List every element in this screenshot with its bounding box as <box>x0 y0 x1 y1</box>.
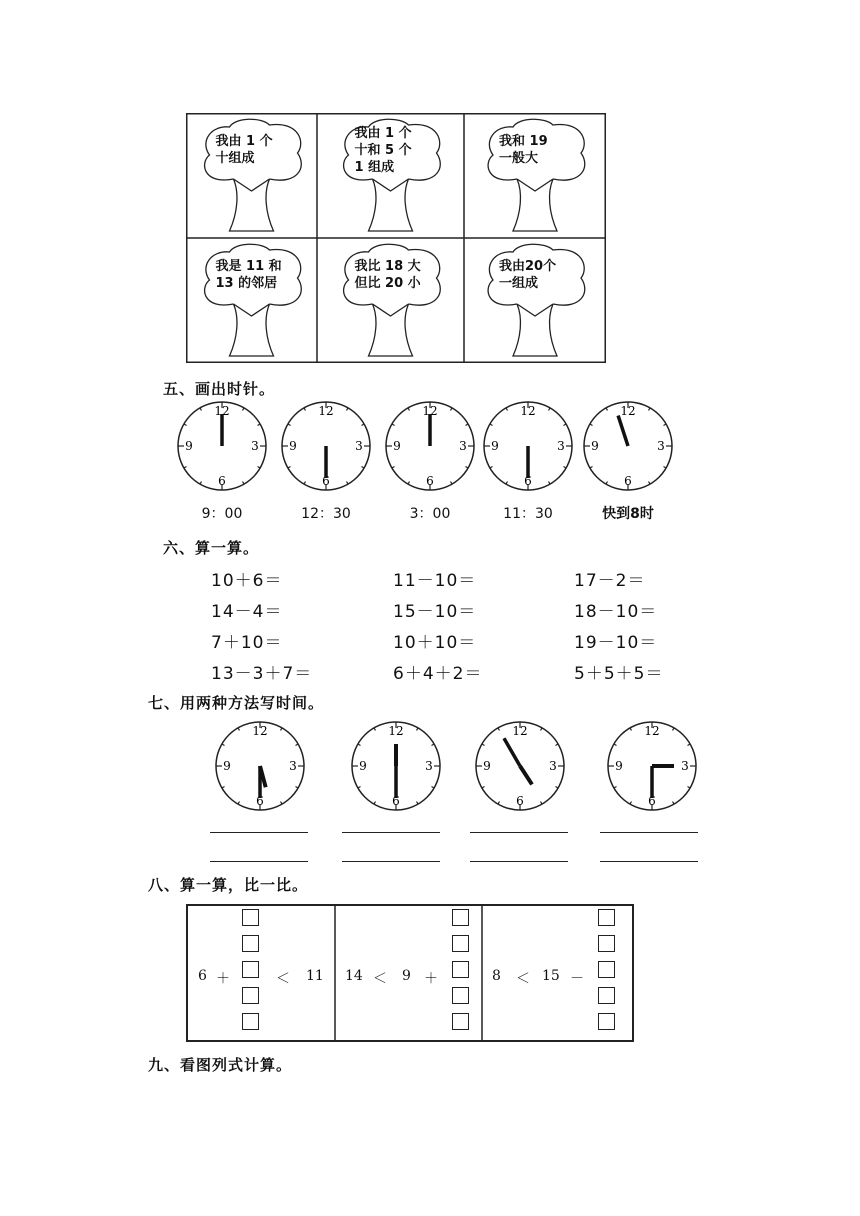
answer-line[interactable] <box>600 832 698 833</box>
compare-token: － <box>570 971 584 987</box>
tree-label-line: 一般大 <box>499 151 539 166</box>
answer-line[interactable] <box>210 832 308 833</box>
clock-number: 3 <box>355 439 363 453</box>
clock-number: 12 <box>214 404 230 418</box>
tree-label-line: 一组成 <box>499 276 539 291</box>
clock-face <box>216 722 304 810</box>
clock-number: 12 <box>512 724 528 738</box>
clock-caption: 3：00 <box>409 506 451 522</box>
clock-number: 9 <box>615 759 623 773</box>
tree-label-line: 我和 19 <box>499 134 548 149</box>
tree-icon <box>186 238 317 363</box>
clock-caption: 9：00 <box>201 506 243 522</box>
clock-number: 9 <box>289 439 297 453</box>
compare-token: ＜ <box>516 971 530 987</box>
tree-label-line: 我由20个 <box>499 259 557 274</box>
tree-label-line: 十组成 <box>215 151 255 166</box>
answer-line[interactable] <box>470 861 568 862</box>
clock-number: 12 <box>388 724 404 738</box>
clock-number: 3 <box>549 759 557 773</box>
compare-token: ＋ <box>216 971 230 987</box>
clock-number: 6 <box>322 474 330 488</box>
tree-label-line: 13 的邻居 <box>215 276 278 291</box>
tree-label <box>216 258 296 292</box>
section7-heading: 七、用两种方法写时间。 <box>148 694 325 712</box>
clock-number: 12 <box>620 404 636 418</box>
compare-table <box>186 904 634 1042</box>
compare-token: 9 <box>402 968 411 984</box>
calc-problem: 18－10＝ <box>574 602 658 622</box>
clock-number: 9 <box>393 439 401 453</box>
calc-problem: 15－10＝ <box>393 602 477 622</box>
answer-line[interactable] <box>470 832 568 833</box>
clock-number: 6 <box>524 474 532 488</box>
tree-label-line: 十和 5 个 <box>354 143 412 158</box>
calc-problem: 11－10＝ <box>393 571 477 591</box>
clock-number: 6 <box>218 474 226 488</box>
clock-face[interactable] <box>584 402 672 490</box>
answer-box[interactable] <box>242 961 259 978</box>
calc-problem: 10＋10＝ <box>393 633 477 653</box>
compare-token: ＋ <box>424 971 438 987</box>
clock-caption: 11：30 <box>503 506 553 522</box>
answer-box[interactable] <box>242 909 259 926</box>
compare-token: 15 <box>542 968 560 984</box>
compare-token: 14 <box>345 968 363 984</box>
tree-label-line: 1 组成 <box>354 160 395 175</box>
tree-label-line: 我比 18 大 <box>354 259 421 274</box>
tree-label-line: 我是 11 和 <box>215 259 282 274</box>
answer-line[interactable] <box>210 861 308 862</box>
tree-icon <box>464 113 606 238</box>
tree-icon <box>186 113 317 238</box>
calc-problem: 13－3＋7＝ <box>211 664 313 684</box>
answer-box[interactable] <box>452 935 469 952</box>
tree-cell <box>464 238 606 363</box>
tree-cell <box>186 238 317 363</box>
clock-caption: 快到8时 <box>602 506 654 522</box>
answer-box[interactable] <box>598 935 615 952</box>
clock-number: 6 <box>392 794 400 808</box>
section7-clocks <box>160 718 860 818</box>
clock-number: 12 <box>318 404 334 418</box>
tree-label-line: 但比 20 小 <box>354 276 421 291</box>
answer-box[interactable] <box>242 935 259 952</box>
clock-number: 3 <box>289 759 297 773</box>
section5-heading: 五、画出时针。 <box>163 380 276 398</box>
tree-label <box>355 258 435 292</box>
calc-problem: 5＋5＋5＝ <box>574 664 664 684</box>
answer-box[interactable] <box>242 987 259 1004</box>
clock-number: 9 <box>483 759 491 773</box>
tree-cell <box>186 113 317 238</box>
answer-line[interactable] <box>600 861 698 862</box>
compare-token: ＜ <box>276 971 290 987</box>
answer-box[interactable] <box>242 1013 259 1030</box>
answer-box[interactable] <box>598 987 615 1004</box>
calc-problem: 10＋6＝ <box>211 571 283 591</box>
compare-token: 11 <box>306 968 324 984</box>
clock-number: 6 <box>624 474 632 488</box>
answer-line[interactable] <box>342 832 440 833</box>
tree-label <box>355 125 435 176</box>
section5-clocks[interactable] <box>160 398 860 498</box>
clock-number: 3 <box>459 439 467 453</box>
tree-cell <box>317 238 464 363</box>
clock-number: 3 <box>557 439 565 453</box>
compare-token: 6 <box>198 968 207 984</box>
clock-number: 6 <box>426 474 434 488</box>
calc-problem: 14－4＝ <box>211 602 283 622</box>
answer-box[interactable] <box>598 1013 615 1030</box>
clock-number: 12 <box>252 724 268 738</box>
calc-problem: 17－2＝ <box>574 571 646 591</box>
clock-number: 12 <box>422 404 438 418</box>
clock-number: 3 <box>425 759 433 773</box>
section6-heading: 六、算一算。 <box>163 539 260 557</box>
clock-number: 3 <box>657 439 665 453</box>
answer-box[interactable] <box>598 909 615 926</box>
calc-problem: 6＋4＋2＝ <box>393 664 483 684</box>
section8-heading: 八、算一算，比一比。 <box>148 876 309 894</box>
clock-face[interactable] <box>484 402 572 490</box>
clock-face <box>608 722 696 810</box>
clock-number: 12 <box>520 404 536 418</box>
answer-line[interactable] <box>342 861 440 862</box>
tree-label <box>499 133 579 167</box>
answer-box[interactable] <box>452 909 469 926</box>
clock-face[interactable] <box>178 402 266 490</box>
tree-label <box>216 133 296 167</box>
tree-icon <box>464 238 606 363</box>
clock-number: 6 <box>256 794 264 808</box>
tree-cell <box>317 113 464 238</box>
compare-token: ＜ <box>373 971 387 987</box>
tree-label <box>499 258 579 292</box>
clock-caption: 12：30 <box>301 506 351 522</box>
clock-number: 9 <box>591 439 599 453</box>
clock-face[interactable] <box>282 402 370 490</box>
clock-number: 6 <box>648 794 656 808</box>
clock-number: 3 <box>251 439 259 453</box>
clock-number: 6 <box>516 794 524 808</box>
answer-box[interactable] <box>452 961 469 978</box>
clock-number: 9 <box>185 439 193 453</box>
clock-face <box>352 722 440 810</box>
answer-box[interactable] <box>452 987 469 1004</box>
compare-token: 8 <box>492 968 501 984</box>
clock-face <box>476 722 564 810</box>
clock-number: 9 <box>491 439 499 453</box>
clock-number: 9 <box>359 759 367 773</box>
clock-number: 12 <box>644 724 660 738</box>
tree-cell <box>464 113 606 238</box>
tree-icon <box>317 238 464 363</box>
clock-number: 3 <box>681 759 689 773</box>
calc-problem: 7＋10＝ <box>211 633 283 653</box>
tree-grid <box>186 113 606 363</box>
tree-label-line: 我由 1 个 <box>354 126 412 141</box>
tree-label-line: 我由 1 个 <box>215 134 273 149</box>
calc-problem: 19－10＝ <box>574 633 658 653</box>
clock-number: 9 <box>223 759 231 773</box>
answer-box[interactable] <box>598 961 615 978</box>
clock-face[interactable] <box>386 402 474 490</box>
section9-heading: 九、看图列式计算。 <box>148 1056 293 1074</box>
answer-box[interactable] <box>452 1013 469 1030</box>
